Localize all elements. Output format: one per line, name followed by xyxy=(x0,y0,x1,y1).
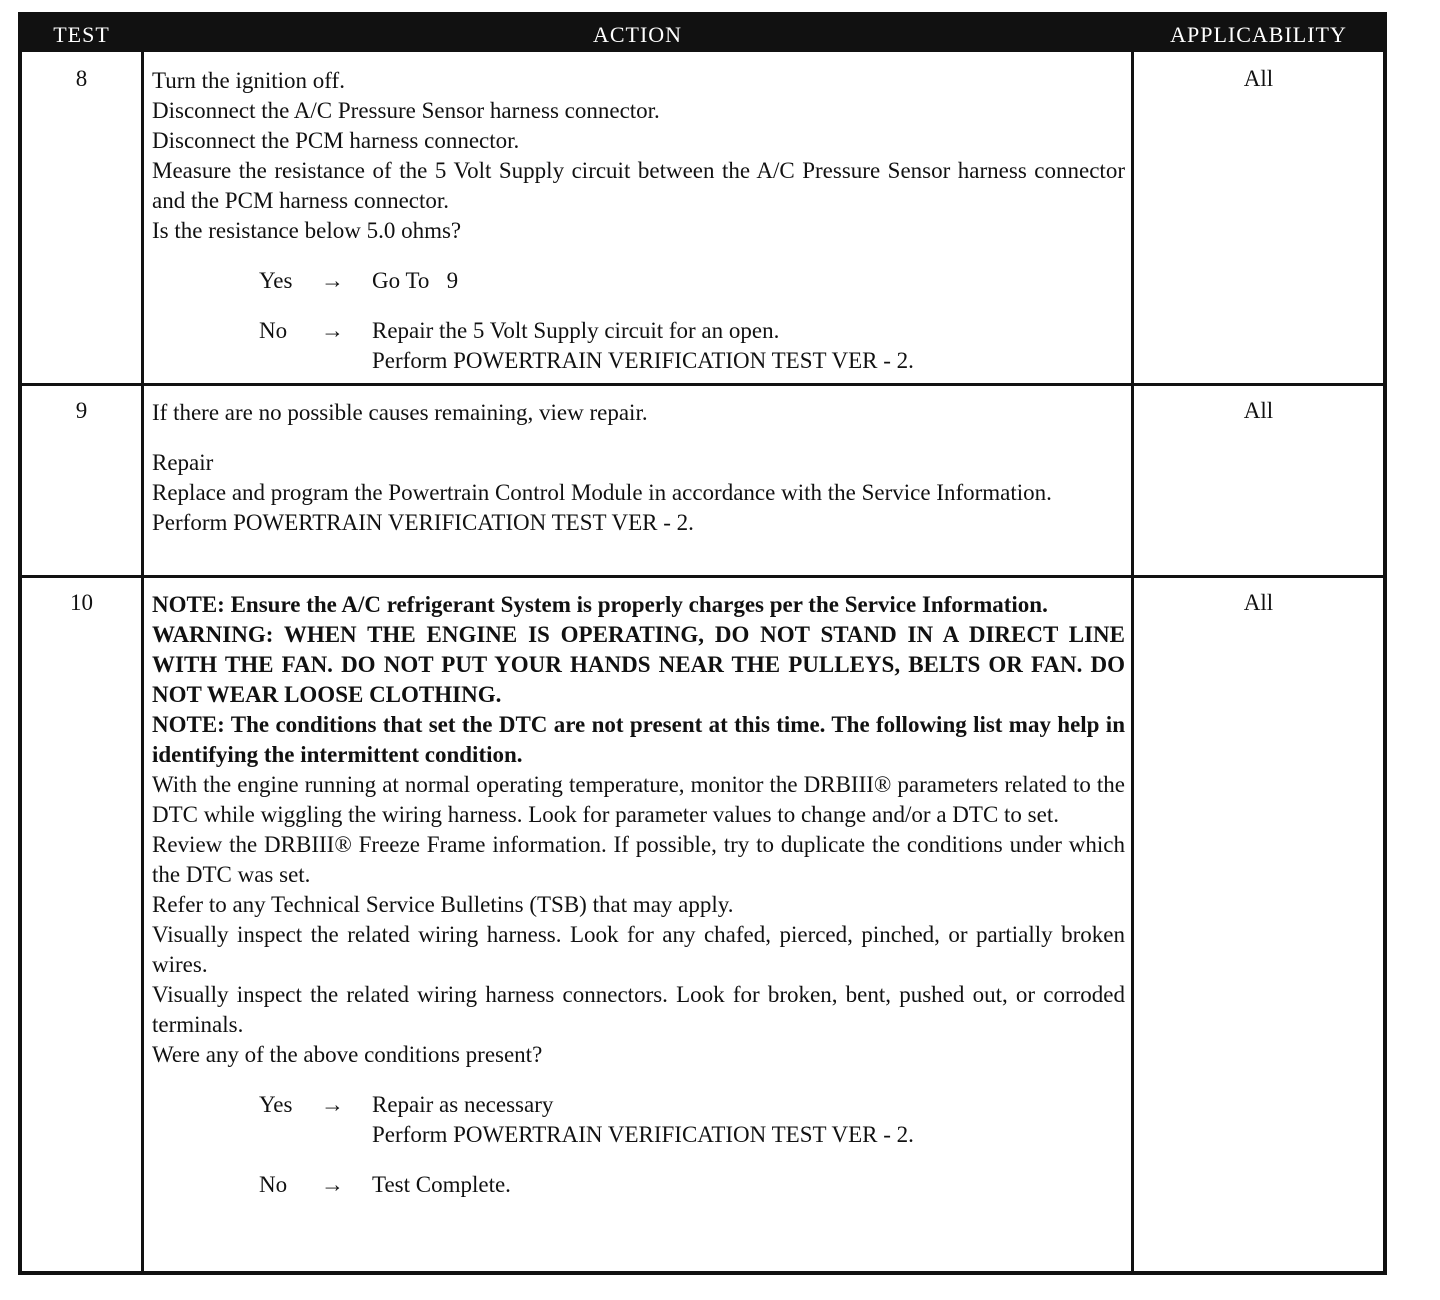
no-label: No xyxy=(259,1172,288,1197)
verification-step: Perform POWERTRAIN VERIFICATION TEST VER - 2. xyxy=(372,1122,914,1147)
verification-step: Perform POWERTRAIN VERIFICATION TEST VER - 2. xyxy=(372,348,914,373)
no-label: No xyxy=(259,318,288,343)
arrow-icon: → xyxy=(321,318,344,343)
arrow-icon: → xyxy=(321,268,344,293)
yes-action: Repair as necessary xyxy=(372,1092,554,1117)
note-text: NOTE: The conditions that set the DTC are not present at this time. The following list may help in identifying the intermittent condition. xyxy=(152,712,1125,767)
action-line: Measure the resistance of the 5 Volt Supply circuit between the A/C Pressure Sensor harness connector and the PCM harness connector. xyxy=(152,158,1125,213)
header-test: TEST xyxy=(53,22,110,47)
action-line: With the engine running at normal operating temperature, monitor the DRBIII® parameters related to the DTC while wiggling the wiring harness. Look for parameter values to change and/or a DTC to set. xyxy=(152,772,1125,827)
applicability-value: All xyxy=(1243,590,1274,615)
row-divider xyxy=(22,383,1383,386)
verification-step: Perform POWERTRAIN VERIFICATION TEST VER - 2. xyxy=(152,510,694,535)
action-cell xyxy=(152,590,1125,1200)
action-line: Disconnect the PCM harness connector. xyxy=(152,128,520,153)
applicability-value: All xyxy=(1243,398,1274,423)
header-applicability: APPLICABILITY xyxy=(1170,22,1347,47)
action-line: Visually inspect the related wiring harness connectors. Look for broken, bent, pushed out, or corroded terminals. xyxy=(152,982,1125,1037)
note-text: NOTE: Ensure the A/C refrigerant System is properly charges per the Service Information. xyxy=(152,592,1048,617)
header-action: ACTION xyxy=(592,22,683,47)
action-line: Disconnect the A/C Pressure Sensor harness connector. xyxy=(152,98,660,123)
diagnostic-table xyxy=(18,12,1387,1275)
action-line: Refer to any Technical Service Bulletins (TSB) that may apply. xyxy=(152,892,734,917)
test-number: 9 xyxy=(75,398,88,423)
action-line: Turn the ignition off. xyxy=(152,68,345,93)
arrow-icon: → xyxy=(321,1092,344,1117)
action-cell xyxy=(152,66,1125,376)
action-line: Visually inspect the related wiring harness. Look for any chafed, pierced, pinched, or partially broken wires. xyxy=(152,922,1125,977)
column-divider xyxy=(1131,52,1134,1271)
applicability-value: All xyxy=(1243,66,1274,91)
no-action: Repair the 5 Volt Supply circuit for an open. xyxy=(372,318,780,343)
table-header xyxy=(22,16,1383,52)
test-number: 10 xyxy=(70,590,93,615)
action-cell xyxy=(152,398,1125,538)
column-divider xyxy=(141,52,144,1271)
yes-branch xyxy=(259,266,1125,296)
warning-text: WARNING: WHEN THE ENGINE IS OPERATING, DO NOT STAND IN A DIRECT LINE WITH THE FAN. DO NOT PUT YOUR HANDS NEAR THE PULLEYS, BELTS OR FAN. DO NOT WEAR LOOSE CLOTHING. xyxy=(152,622,1125,707)
action-line: Review the DRBIII® Freeze Frame information. If possible, try to duplicate the conditions under which the DTC was set. xyxy=(152,832,1125,887)
yes-label: Yes xyxy=(259,1092,293,1117)
yes-branch xyxy=(259,1090,1125,1150)
yes-action: Go To 9 xyxy=(372,268,459,293)
action-line: If there are no possible causes remaining, view repair. xyxy=(152,400,648,425)
action-line: Were any of the above conditions present? xyxy=(152,1042,543,1067)
row-divider xyxy=(22,575,1383,578)
yes-label: Yes xyxy=(259,268,293,293)
repair-label: Repair xyxy=(152,450,214,475)
no-branch xyxy=(259,1170,1125,1200)
action-line: Is the resistance below 5.0 ohms? xyxy=(152,218,462,243)
no-branch xyxy=(259,316,1125,376)
no-action: Test Complete. xyxy=(372,1172,511,1197)
repair-text: Replace and program the Powertrain Control Module in accordance with the Service Information. xyxy=(152,480,1052,505)
arrow-icon: → xyxy=(321,1172,344,1197)
test-number: 8 xyxy=(75,66,88,91)
